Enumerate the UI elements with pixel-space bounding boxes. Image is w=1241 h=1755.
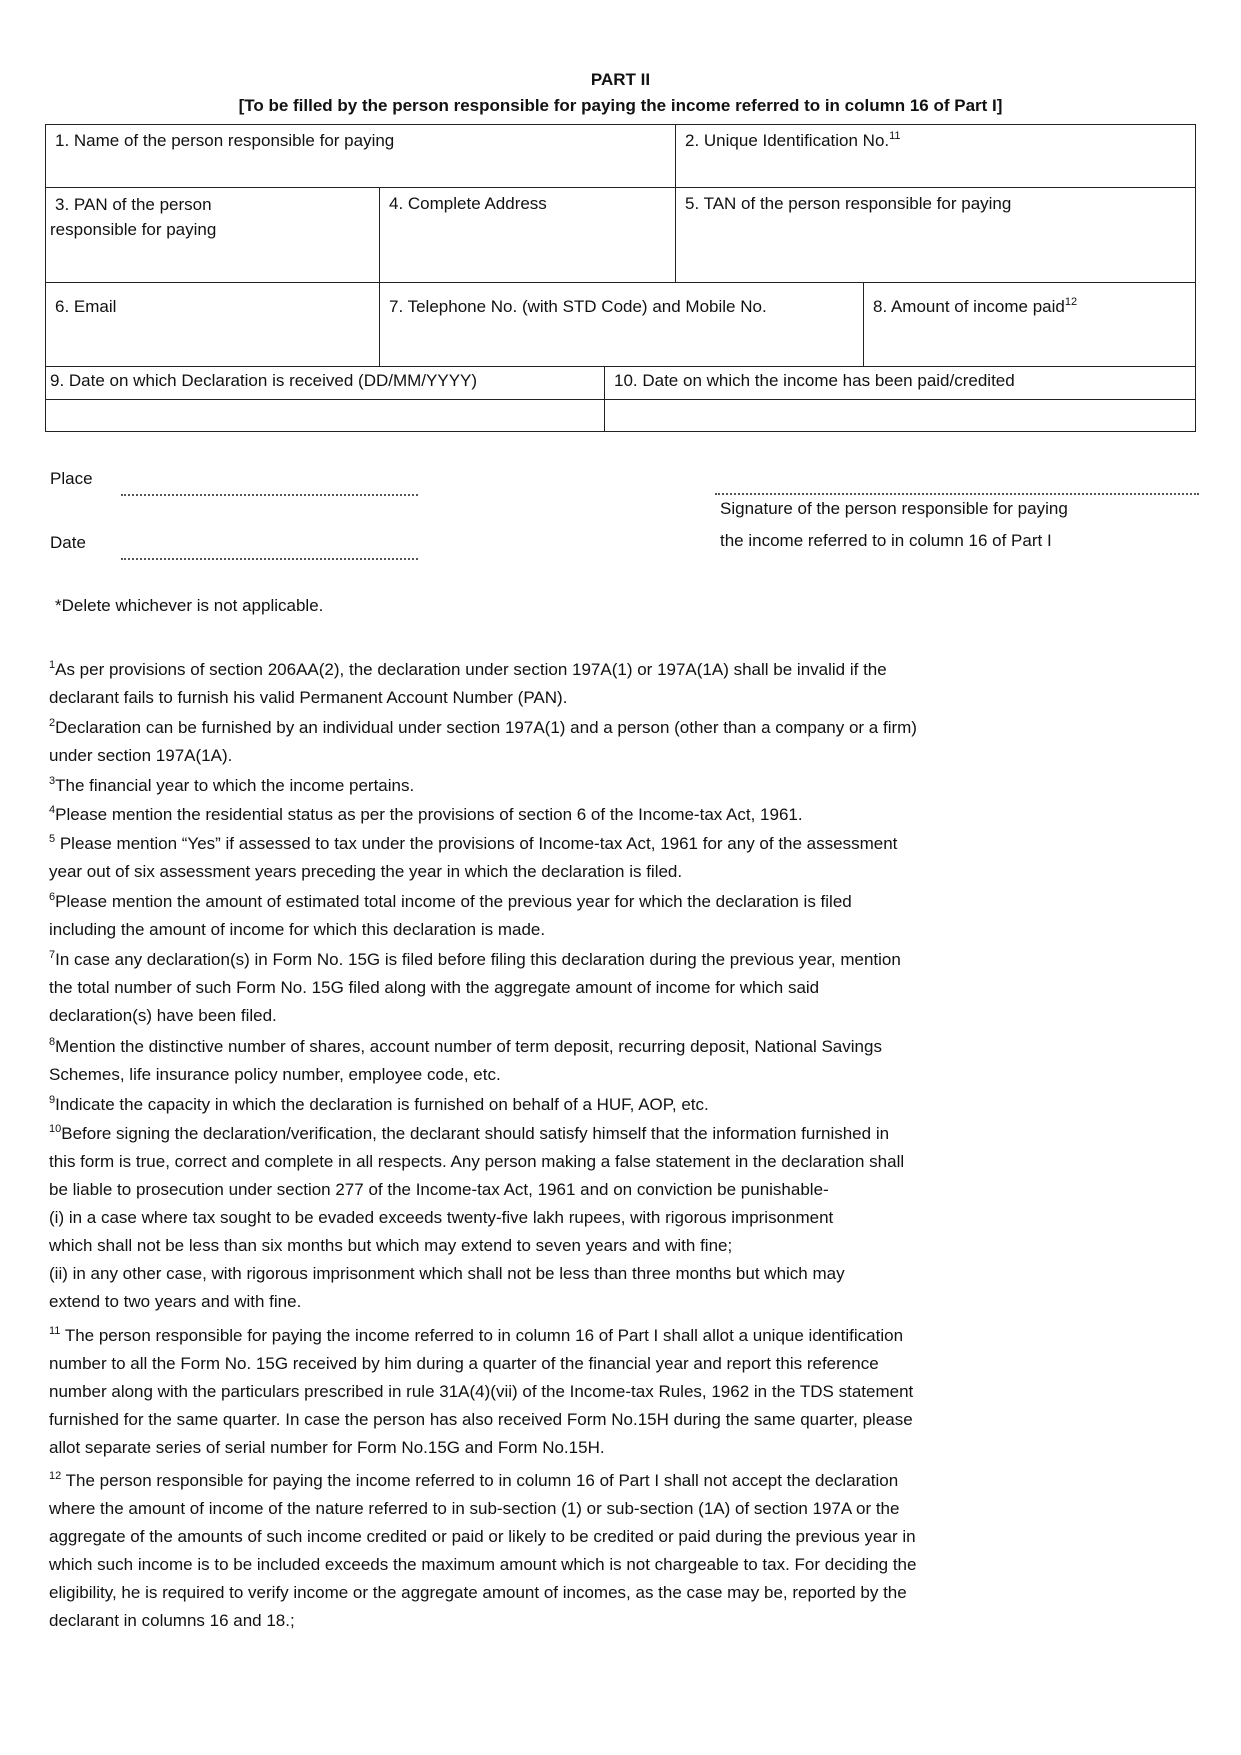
footnote-number: 4 (49, 804, 56, 816)
field-label: 1. Name of the person responsible for paying (55, 131, 395, 150)
footnote-line: be liable to prosecution under section 277 of the Income-tax Act, 1961 and on conviction be punishable- (49, 1180, 829, 1199)
field-email[interactable] (45, 282, 380, 367)
footnote-line: extend to two years and with fine. (49, 1292, 302, 1311)
footnote-line: $^3$The financial year to which the income pertains. (49, 775, 415, 795)
footnote-line: (ii) in any other case, with rigorous imprisonment which shall not be less than three months but which may (49, 1264, 845, 1283)
field-label: 8. Amount of income paid (873, 297, 1065, 316)
signature-caption-line1: Signature of the person responsible for paying (720, 499, 1068, 518)
footnote-number: 2 (49, 717, 56, 729)
footnote-9 (49, 1091, 1039, 1119)
footnote-line: $^5$ Please mention “Yes” if assessed to tax under the provisions of Income-tax Act, 1961 for any of the assessment (49, 833, 898, 853)
footnote-line: declarant in columns 16 and 18.; (49, 1611, 295, 1630)
signature-line[interactable] (715, 493, 1199, 495)
footnote-number: 3 (49, 775, 56, 787)
delete-note: *Delete whichever is not applicable. (55, 596, 324, 615)
footnote-line: which shall not be less than six months but which may extend to seven years and with fine; (49, 1236, 733, 1255)
footnote-10 (49, 1120, 1039, 1316)
footnote-line: $^9$Indicate the capacity in which the declaration is furnished on behalf of a HUF, AOP, etc. (49, 1094, 709, 1114)
footnote-line: declarant fails to furnish his valid Permanent Account Number (PAN). (49, 688, 568, 707)
field-date-declaration-received-label (45, 366, 605, 400)
footnote-line: $^8$Mention the distinctive number of shares, account number of term deposit, recurring deposit, National Savings (49, 1036, 882, 1056)
footnote-line: $^1$As per provisions of section 206AA(2), the declaration under section 197A(1) or 197A(1A) shall be invalid if the (49, 659, 887, 679)
field-telephone[interactable] (379, 282, 864, 367)
footnote-line: $^{10}$Before signing the declaration/verification, the declarant should satisfy himself that the information furnished in (49, 1123, 890, 1143)
footnote-number: 1 (49, 659, 56, 671)
field-label-cont: responsible for paying (50, 220, 217, 239)
field-label: 9. Date on which Declaration is received (DD/MM/YYYY) (50, 371, 478, 390)
footnote-5 (49, 830, 1039, 886)
footnote-line: furnished for the same quarter. In case the person has also received Form No.15H during the same quarter, please (49, 1410, 913, 1429)
footnote-line: $^6$Please mention the amount of estimated total income of the previous year for which the declaration is filed (49, 891, 852, 911)
date-line[interactable] (121, 558, 418, 560)
field-tan-of-payer[interactable] (675, 187, 1196, 283)
footnote-line: including the amount of income for which this declaration is made. (49, 920, 546, 939)
footnote-line: Schemes, life insurance policy number, employee code, etc. (49, 1065, 501, 1084)
footnote-1 (49, 656, 1039, 712)
footnote-line: which such income is to be included exceeds the maximum amount which is not chargeable to tax. For deciding the (49, 1555, 917, 1574)
footnote-line: under section 197A(1A). (49, 746, 233, 765)
footnote-line: allot separate series of serial number for Form No.15G and Form No.15H. (49, 1438, 605, 1457)
footnote-line: $^{11}$ The person responsible for paying the income referred to in column 16 of Part I shall allot a unique identification (49, 1325, 904, 1345)
field-unique-identification-no[interactable] (675, 124, 1196, 188)
footnote-number: 11 (49, 1325, 61, 1337)
signature-caption-line2: the income referred to in column 16 of Part I (720, 531, 1052, 550)
footnote-3 (49, 772, 1039, 800)
place-label: Place (50, 469, 93, 488)
field-label: 3. PAN of the person (55, 195, 212, 214)
footnote-number: 8 (49, 1036, 56, 1048)
footnote-number: 6 (49, 891, 56, 903)
footnote-line: aggregate of the amounts of such income credited or paid or likely to be credited or paid during the previous year in (49, 1527, 916, 1546)
date-declaration-received-input[interactable] (45, 399, 605, 432)
footnote-line: number to all the Form No. 15G received by him during a quarter of the financial year and report this reference (49, 1354, 879, 1373)
part-title: PART II (590, 70, 651, 89)
footnote-line: declaration(s) have been filed. (49, 1006, 277, 1025)
footnote-12 (49, 1467, 1039, 1635)
footnote-line: $^4$Please mention the residential status as per the provisions of section 6 of the Income-tax Act, 1961. (49, 804, 803, 824)
field-label: 4. Complete Address (389, 194, 547, 213)
field-amount-of-income-paid[interactable] (863, 282, 1196, 367)
field-label: 5. TAN of the person responsible for paying (685, 194, 1012, 213)
field-date-income-paid-label (604, 366, 1196, 400)
date-income-paid-input[interactable] (604, 399, 1196, 432)
footnote-line: where the amount of income of the nature referred to in sub-section (1) or sub-section (1A) of section 197A or the (49, 1499, 900, 1518)
footnote-number: 5 (49, 833, 56, 845)
field-label: 2. Unique Identification No. (685, 131, 890, 150)
field-label: 7. Telephone No. (with STD Code) and Mobile No. (389, 297, 767, 316)
field-pan-of-payer[interactable] (45, 187, 380, 283)
field-name-of-payer[interactable] (45, 124, 676, 188)
footnote-number: 12 (49, 1470, 62, 1482)
footnote-line: eligibility, he is required to verify income or the aggregate amount of incomes, as the case may be, reported by the (49, 1583, 907, 1602)
place-line[interactable] (121, 494, 418, 496)
footnote-ref: 11 (889, 130, 901, 142)
footnote-line: the total number of such Form No. 15G filed along with the aggregate amount of income for which said (49, 978, 820, 997)
footnote-line: $^2$Declaration can be furnished by an individual under section 197A(1) and a person (other than a company or a firm) (49, 717, 917, 737)
footnote-11 (49, 1322, 1039, 1462)
footnote-7 (49, 946, 1039, 1030)
part-subtitle: [To be filled by the person responsible for paying the income referred to in column 16 of Part I] (238, 96, 1003, 115)
footnote-number: 9 (49, 1094, 56, 1106)
footnote-line: number along with the particulars prescribed in rule 31A(4)(vii) of the Income-tax Rules, 1962 in the TDS statement (49, 1382, 914, 1401)
footnote-8 (49, 1033, 1039, 1089)
date-label: Date (50, 533, 86, 552)
footnote-line: $^7$In case any declaration(s) in Form No. 15G is filed before filing this declaration during the previous year, mention (49, 949, 901, 969)
footnote-6 (49, 888, 1039, 944)
field-label: 10. Date on which the income has been paid/credited (614, 371, 1015, 390)
footnote-2 (49, 714, 1039, 770)
footnote-number: 7 (49, 949, 56, 961)
footnote-line: this form is true, correct and complete in all respects. Any person making a false statement in the declaration shall (49, 1152, 905, 1171)
footnote-ref: 12 (1064, 296, 1078, 308)
footnote-line: (i) in a case where tax sought to be evaded exceeds twenty-five lakh rupees, with rigorous imprisonment (49, 1208, 834, 1227)
footnote-line: $^{12}$ The person responsible for paying the income referred to in column 16 of Part I shall not accept the declaration (49, 1470, 899, 1490)
footnote-4 (49, 801, 1039, 829)
field-complete-address[interactable] (379, 187, 676, 283)
footnote-line: year out of six assessment years preceding the year in which the declaration is filed. (49, 862, 683, 881)
footnote-number: 10 (49, 1123, 62, 1135)
field-label: 6. Email (55, 297, 117, 316)
